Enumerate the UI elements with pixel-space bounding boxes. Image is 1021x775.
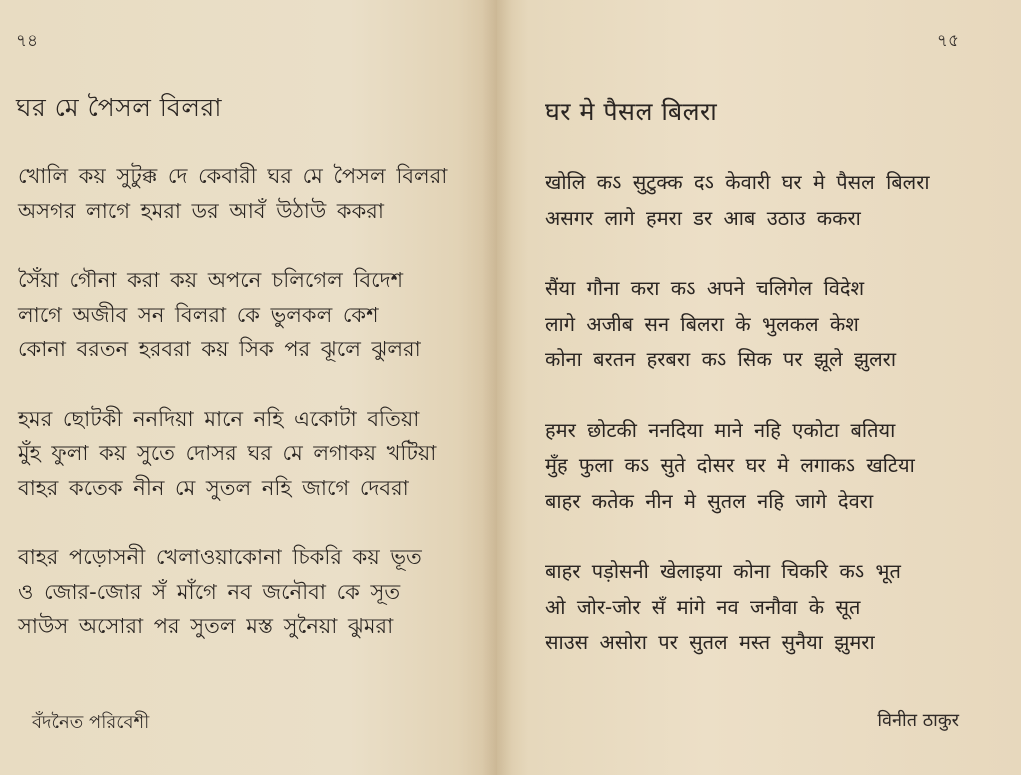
poem-line: বাহর কতেক নীন মে সুতল নহি জাগে দেবরা — [18, 475, 409, 500]
right-poem-body — [545, 165, 985, 696]
poem-line: ओ जोर-जोर सँ मांगे नव जनौवा के सूत — [545, 594, 861, 619]
poem-line: लागे अजीब सन बिलरा के भुलकल केश — [545, 311, 859, 336]
poem-line: লাগে অজীব সন বিলরা কে ভুলকল কেশ — [18, 302, 379, 327]
right-stanza-1 — [545, 165, 985, 236]
poem-line: बाहर पड़ोसनी खेलाइया कोना चिकरि कऽ भूत — [545, 559, 901, 583]
poem-line: খোলি কয় সুটুক্ক দে কেবারী ঘর মে পৈসল বিলরা — [18, 164, 448, 188]
left-stanza-1 — [18, 159, 478, 228]
right-page-number: ৭৫ — [936, 31, 959, 51]
poem-line: অসগর লাগে হমরা ডর আবঁ উঠাউ ককরা — [18, 198, 384, 223]
left-page — [0, 0, 497, 775]
right-page — [497, 0, 1021, 775]
poem-line: बाहर कतेक नीन मे सुतल नहि जागे देवरा — [545, 488, 874, 513]
poem-line: সাউস অসোরা পর সুতল মস্ত সুনৈয়া ঝুমরা — [18, 614, 394, 638]
right-stanza-4 — [545, 554, 985, 661]
poem-line: হমর ছোটকী ননদিয়া মানে নহি একোটা বতিয়া — [18, 406, 420, 431]
poem-line: সৈঁয়া গৌনা করা কয় অপনে চলিগেল বিদেশ — [18, 268, 404, 292]
poem-line: कोना बरतन हरबरा कऽ सिक पर झूले झुलरा — [545, 347, 897, 371]
right-stanza-2 — [545, 271, 985, 378]
poem-line: सैंया गौना करा कऽ अपने चलिगेल विदेश — [545, 276, 865, 300]
poem-line: खोलि कऽ सुटुक्क दऽ केवारी घर मे पैसल बिलरा — [545, 170, 930, 194]
poem-line: ও জোর-জোর সঁ মাঁগে নব জনৌবা কে সূত — [18, 579, 401, 604]
left-footer-author: বঁদনৈত পরিবেশী — [32, 712, 150, 733]
left-stanza-4 — [18, 540, 478, 644]
poem-line: असगर लागे हमरा डर आब उठाउ ककरा — [545, 205, 861, 230]
left-stanza-2 — [18, 263, 478, 367]
left-poem-title: ঘর মে পৈসল বিলরা — [16, 93, 222, 122]
poem-line: মুঁহ ফুলা কয় সুতে দোসর ঘর মে লগাকয় খটিয়া — [18, 441, 437, 465]
poem-line: কোনা বরতন হরবরা কয় সিক পর ঝূলে ঝুলরা — [18, 337, 421, 361]
left-page-number: ৭৪ — [16, 31, 39, 51]
poem-line: मुँह फुला कऽ सुते दोसर घर मे लगाकऽ खटिया — [545, 453, 915, 477]
poem-line: हमर छोटकी ननदिया माने नहि एकोटा बतिया — [545, 417, 896, 442]
right-footer-author: विनीत ठाकुर — [877, 710, 959, 731]
left-poem-body — [18, 159, 478, 679]
poem-line: साउस असोरा पर सुतल मस्त सुनैया झुमरा — [545, 630, 875, 654]
right-poem-title: घर मे पैसल बिलरा — [545, 97, 718, 126]
left-stanza-3 — [18, 402, 478, 506]
poem-line: বাহর পড়োসনী খেলাওয়াকোনা চিকরি কয় ভূত — [18, 545, 422, 569]
right-stanza-3 — [545, 413, 985, 520]
